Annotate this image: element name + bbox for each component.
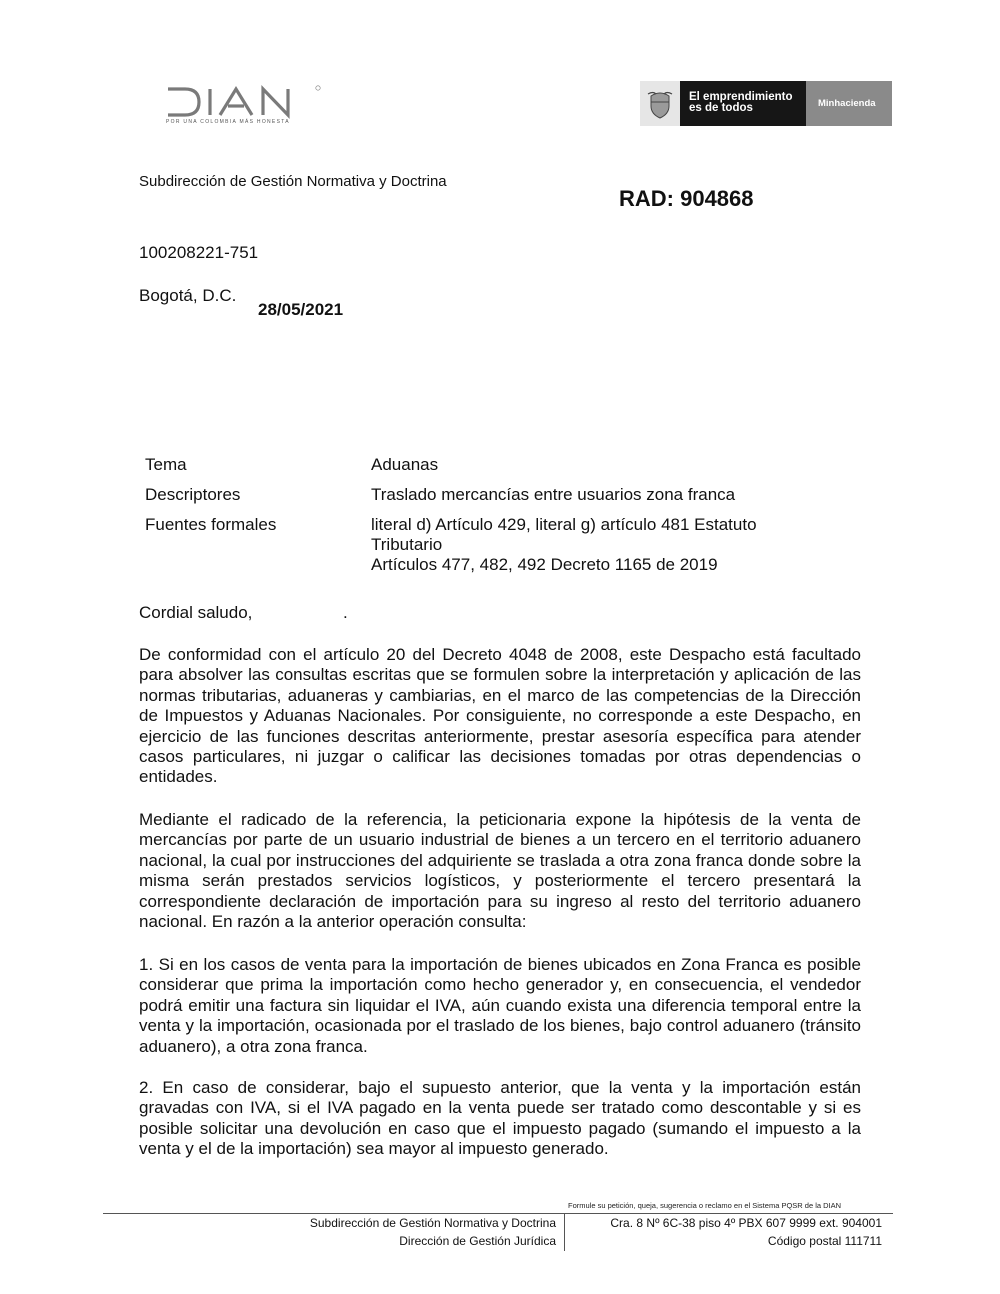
footer-subdirection: Subdirección de Gestión Normativa y Doctrina [309, 1216, 556, 1230]
footer-note: Formule su petición, queja, sugerencia o reclamo en el Sistema PQSR de la DIAN [568, 1201, 842, 1210]
paragraph-2: Mediante el radicado de la referencia, la peticionaria expone la hipótesis de la venta de mercancías por parte de un usuario industrial de bienes a un tercero en el territorio aduanero nacional, la cual por instrucciones del adquiriente se traslada a otra zona franca donde sobre la misma serán prestados servicios logísticos, y posteriormente el tercero presentará la correspondiente declaración de importación para su ingreso al resto del territorio aduanero nacional. En razón a la anterior operación consulta: [139, 810, 861, 932]
meta-value-group [371, 515, 865, 585]
meta-row-fuentes [145, 515, 865, 585]
meta-value: Traslado mercancías entre usuarios zona franca [371, 485, 736, 504]
meta-key: Descriptores [145, 485, 241, 504]
document-date: 28/05/2021 [258, 300, 344, 319]
footer-direction: Dirección de Gestión Jurídica [399, 1234, 556, 1248]
subdirection-heading: Subdirección de Gestión Normativa y Doctrina [139, 173, 447, 190]
greeting-dot: . [343, 603, 348, 622]
meta-value: literal d) Artículo 429, literal g) artículo 481 Estatuto Tributario [371, 515, 757, 554]
meta-row-tema [145, 455, 865, 485]
meta-row-descriptores [145, 485, 865, 515]
footer-address: Cra. 8 Nº 6C-38 piso 4º PBX 607 9999 ext. 904001 [610, 1216, 882, 1230]
slogan-line-1: El emprendimiento [689, 91, 793, 103]
paragraph-3: 1. Si en los casos de venta para la importación de bienes ubicados en Zona Franca es posible considerar que prima la importación como hecho generador y, en consecuencia, el vendedor podrá emitir una factura sin liquidar el IVA, aún cuando exista una diferencia temporal entre la venta y la importación, ocasionada por el traslado de los bienes, bajo control aduanero (tránsito aduanero), a otra zona franca. [139, 955, 861, 1056]
footer-divider [103, 1213, 893, 1214]
government-slogan [680, 81, 806, 126]
city: Bogotá, D.C. [139, 286, 237, 305]
slogan-line-2: es de todos [689, 102, 753, 114]
meta-key: Tema [145, 455, 187, 474]
meta-value: Aduanas [371, 455, 439, 474]
ministry-label: Minhacienda [806, 81, 892, 126]
meta-value-second: Artículos 477, 482, 492 Decreto 1165 de 2019 [371, 555, 718, 574]
footer-vertical-divider [564, 1213, 565, 1251]
reference-number: 100208221-751 [139, 243, 259, 262]
dian-tagline: POR UNA COLOMBIA MÁS HONESTA [166, 119, 290, 125]
government-logo [640, 81, 892, 126]
footer-postal-code: Código postal 111711 [767, 1234, 882, 1248]
greeting: Cordial saludo, [139, 603, 253, 622]
meta-key: Fuentes formales [145, 515, 277, 534]
metadata-table [145, 455, 865, 585]
coat-of-arms-icon [640, 81, 680, 126]
paragraph-1: De conformidad con el artículo 20 del Decreto 4048 de 2008, este Despacho está facultado para absolver las consultas escritas que se formulen sobre la interpretación y aplicación de las normas tributarias, aduaneras y cambiarias, en el marco de las competencias de la Dirección de Impuestos y Aduanas Nacionales. Por consiguiente, no corresponde a este Despacho, en ejercicio de las funciones descritas anteriormente, prestar asesoría específica para atender casos particulares, ni juzgar o calificar las decisiones tomadas por otras dependencias o entidades. [139, 645, 861, 787]
paragraph-4: 2. En caso de considerar, bajo el supuesto anterior, que la venta y la importación están gravadas con IVA, si el IVA pagado en la venta puede ser tratado como descontable y si es posible solicitar una devolución en caso que el impuesto pagado (sumando el impuesto a la venta y el de la importación) sea mayor al impuesto generado. [139, 1078, 861, 1159]
rad-number: RAD: 904868 [619, 186, 754, 211]
